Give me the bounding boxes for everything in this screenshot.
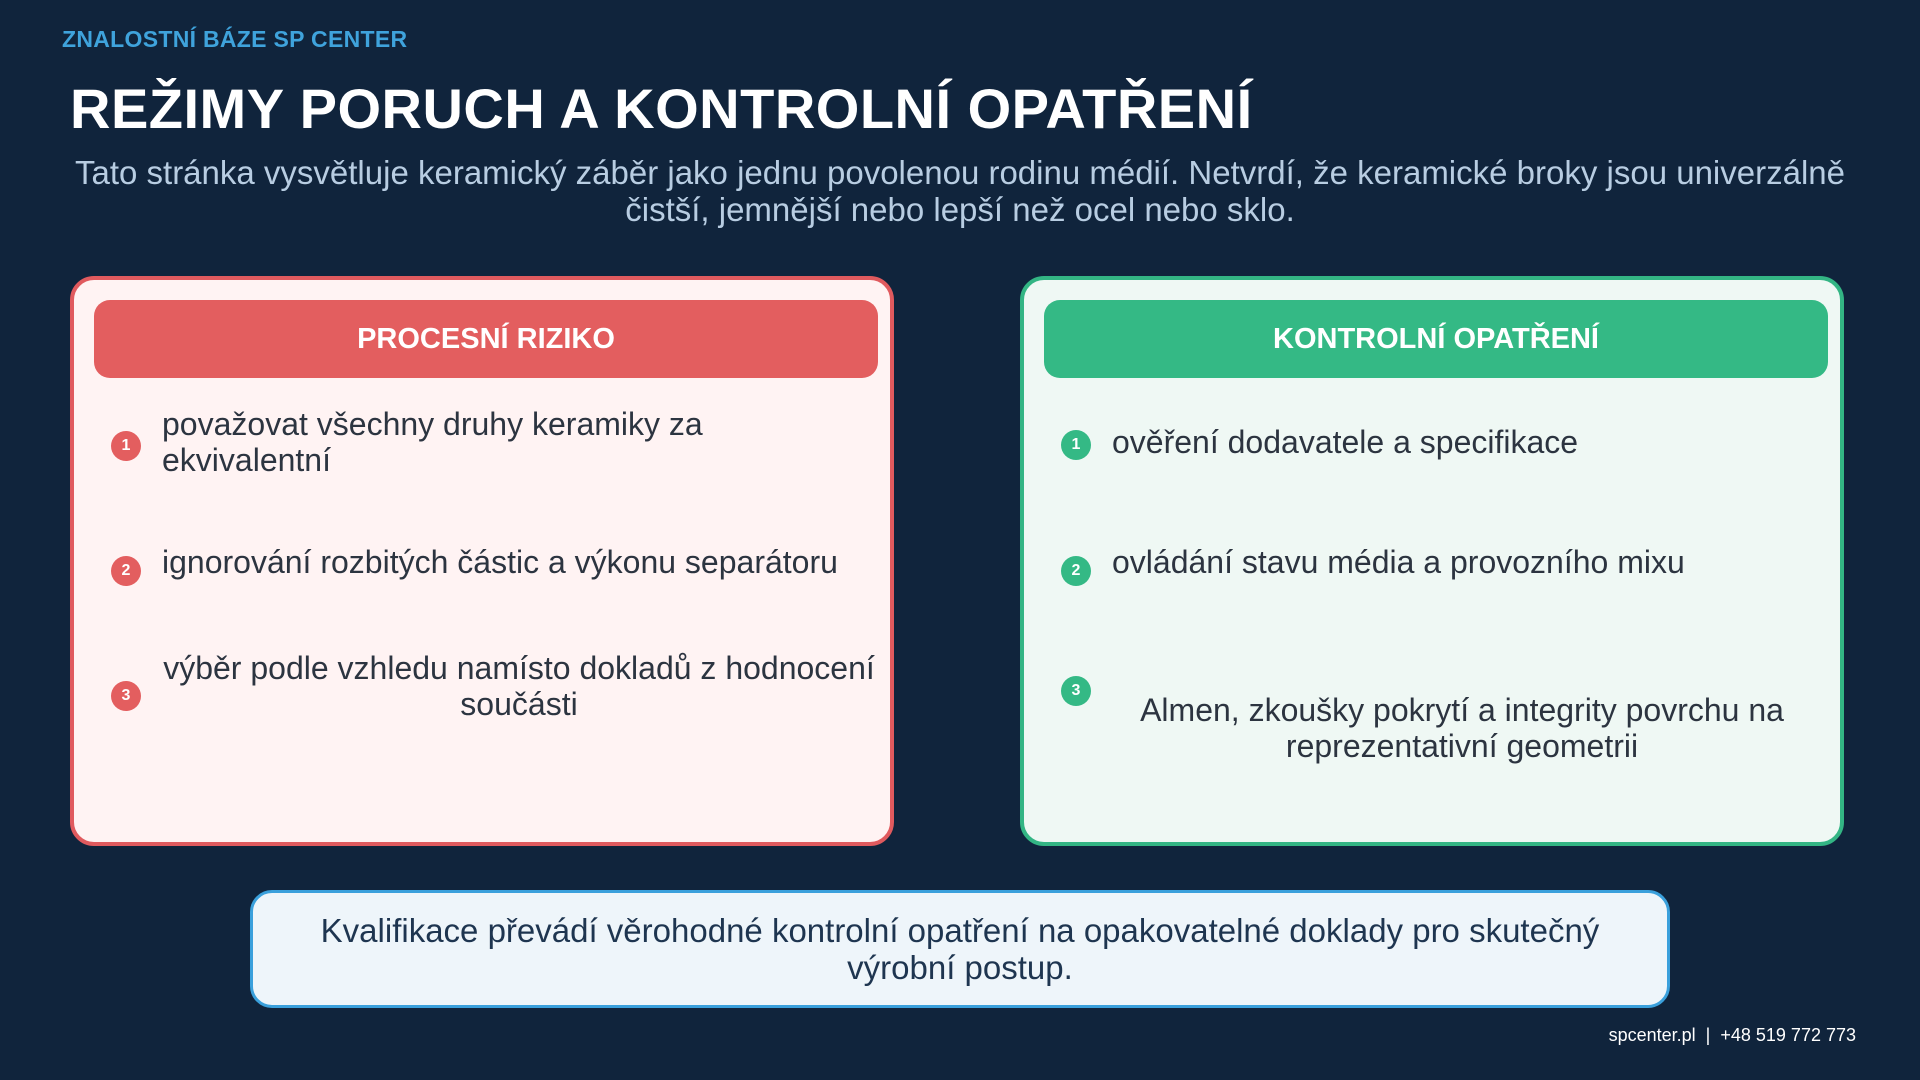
risk-item-text: výběr podle vzhledu namísto dokladů z hodnocení součásti: [163, 650, 875, 722]
risk-item-text: ignorování rozbitých částic a výkonu separátoru: [162, 544, 838, 580]
page-subtitle: Tato stránka vysvětluje keramický záběr jako jednu povolenou rodinu médií. Netvrdí, že keramické broky jsou univerzálně čistší, jemnější nebo lepší než ocel nebo sklo.: [74, 154, 1845, 228]
control-item-text: ovládání stavu média a provozního mixu: [1112, 544, 1685, 580]
control-item-number-badge: 1: [1061, 430, 1091, 460]
risk-item-number-badge: 3: [111, 681, 141, 711]
brand-label: ZNALOSTNÍ BÁZE SP CENTER: [62, 26, 408, 52]
control-measures-panel: [1020, 276, 1844, 846]
control-item-text: ověření dodavatele a specifikace: [1112, 424, 1579, 460]
process-risk-panel: [70, 276, 894, 846]
risk-item-number-badge: 1: [111, 431, 141, 461]
control-item-number-badge: 2: [1061, 556, 1091, 586]
takeaway-box: Kvalifikace převádí věrohodné kontrolní opatření na opakovatelné doklady pro skutečný výrobní postup.: [250, 890, 1670, 1008]
risk-item-text: považovat všechny druhy keramiky za ekvivalentní: [162, 406, 703, 478]
control-item-number-badge: 3: [1061, 676, 1091, 706]
control-measures-heading: KONTROLNÍ OPATŘENÍ: [1044, 300, 1828, 378]
risk-item-number-badge: 2: [111, 556, 141, 586]
control-item-text: Almen, zkoušky pokrytí a integrity povrchu na reprezentativní geometrii: [1140, 692, 1784, 764]
process-risk-heading: PROCESNÍ RIZIKO: [94, 300, 878, 378]
page-title: REŽIMY PORUCH A KONTROLNÍ OPATŘENÍ: [70, 77, 1253, 140]
footer-contact: spcenter.pl | +48 519 772 773: [1608, 1025, 1856, 1045]
